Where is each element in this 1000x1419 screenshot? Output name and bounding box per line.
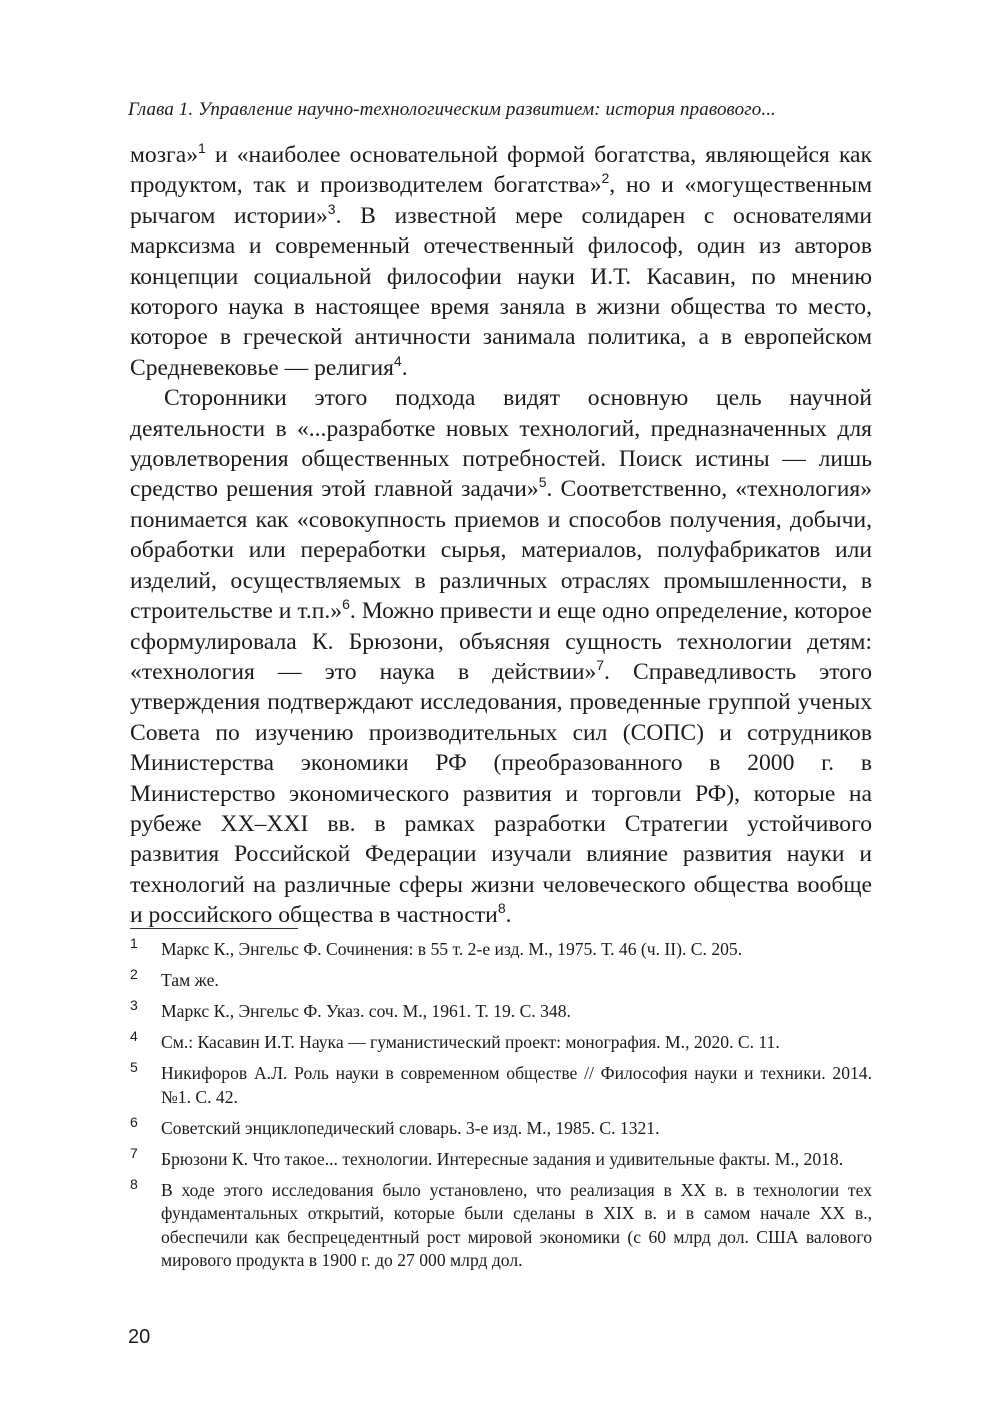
text-segment: и «наиболее основательной формой богатства, являющейся как продуктом, так и производителем богатства» — [130, 142, 872, 199]
page-number: 20 — [128, 1326, 151, 1348]
footnote-text: Никифоров А.Л. Роль науки в современном обществе // Философия науки и техники. 2014. №1. С. 42. — [161, 1063, 872, 1107]
footnote-number: 8 — [130, 1175, 138, 1192]
footnote-number: 5 — [130, 1059, 138, 1075]
text-segment: , но и «могущественным рычагом истории» — [130, 172, 873, 229]
footnote-ref-3[interactable]: 3 — [327, 200, 336, 217]
footnote-ref-1[interactable]: 1 — [198, 140, 206, 156]
running-head: Глава 1. Управление научно-технологическим развитием: история правового... — [128, 99, 776, 120]
footnote-number: 6 — [130, 1113, 138, 1130]
footnote-ref-6[interactable]: 6 — [342, 596, 350, 613]
footnote-text: Там же. — [161, 970, 219, 990]
paragraph-2 — [130, 383, 872, 930]
footnote-number: 1 — [130, 935, 138, 951]
text-segment: . Справедливость этого утверждения подтверждают исследования, проведенные группой ученых Совета по изучению производительных сил (СОПС) и сотрудников Министерства экономики РФ (преобразованного в 2000 г. в Министерство экономического развития и торговли РФ), которые на рубеже XX–XXI вв. в рамках разработки Стратегии устойчивого развития Российской Федерации изучали влияние развития науки и технологий на различные сферы жизни человеческого общества вообще и российского общества в частности — [130, 658, 872, 929]
footnote-item — [130, 935, 872, 962]
footnote-divider — [130, 928, 298, 929]
footnote-ref-4[interactable]: 4 — [393, 352, 402, 369]
footnote-text: В ходе этого исследования было установлено, что реализация в XX в. в технологии тех фундаментальных открытий, которые были сделаны в XIX в. и в самом начале XX в., обеспечили как беспрецедентный рост мировой экономики (с 60 млрд дол. США валового мирового продукта в 1900 г. до 27 000 млрд дол. — [161, 1179, 872, 1270]
footnote-ref-8[interactable]: 8 — [497, 900, 506, 917]
footnote-item — [130, 1113, 872, 1141]
footnote-item — [130, 1175, 872, 1273]
footnote-text: Брюзони К. Что такое... технологии. Интересные задания и удивительные факты. М., 2018. — [161, 1148, 844, 1169]
paragraph-1 — [130, 140, 872, 383]
footnote-text: См.: Касавин И.Т. Наука — гуманистический проект: монография. М., 2020. С. 11. — [161, 1032, 780, 1052]
main-text — [130, 140, 872, 931]
footnote-number: 3 — [130, 997, 138, 1013]
text-segment: . Соответственно, «технология» понимается как «совокупность приемов и способов получения, добычи, обработки или переработки сырья, материалов, полуфабрикатов или изделий, осуществляемых в различных отраслях промышленности, в строительстве и т.п.» — [130, 476, 872, 625]
text-segment: мозга» — [130, 142, 198, 168]
footnote-item — [130, 1028, 872, 1055]
footnote-number: 4 — [130, 1028, 138, 1044]
footnote-ref-5[interactable]: 5 — [538, 474, 547, 491]
text-segment: . В известной мере солидарен с основателями марксизма и современный отечественный философ, один из авторов концепции социальной философии науки И.Т. Касавин, по мнению которого наука в настоящее время заняла в жизни общества то место, которое в греческой античности занимала политика, а в европейском Средневековье — религия — [130, 202, 872, 381]
footnote-item — [130, 966, 872, 993]
text-segment: . Можно привести и еще одно определение, которое сформулировала К. Брюзони, объясняя сущность технологии детям: «технология — это наука в действии» — [130, 598, 872, 685]
footnote-item — [130, 1059, 872, 1109]
footnote-ref-7[interactable]: 7 — [596, 656, 605, 673]
footnote-ref-2[interactable]: 2 — [601, 170, 610, 187]
footnotes — [130, 935, 872, 1280]
footnote-number: 7 — [130, 1144, 138, 1161]
footnote-text: Маркс К., Энгельс Ф. Указ. соч. М., 1961. Т. 19. С. 348. — [161, 1001, 571, 1021]
footnote-item — [130, 1144, 872, 1172]
text-segment: . — [505, 902, 512, 929]
text-segment: . — [401, 354, 408, 381]
footnote-text: Советский энциклопедический словарь. 3-е изд. М., 1985. С. 1321. — [161, 1117, 660, 1138]
footnote-number: 2 — [130, 966, 138, 982]
text-segment: Сторонники этого подхода видят основную цель научной деятельности в «...разработке новых технологий, предназначенных для удовлетворения общественных потребностей. Поиск истины — лишь средство решения этой главной задачи» — [130, 385, 872, 503]
footnote-item — [130, 997, 872, 1024]
footnote-text: Маркс К., Энгельс Ф. Сочинения: в 55 т. 2-е изд. М., 1975. Т. 46 (ч. II). С. 205. — [161, 939, 743, 959]
